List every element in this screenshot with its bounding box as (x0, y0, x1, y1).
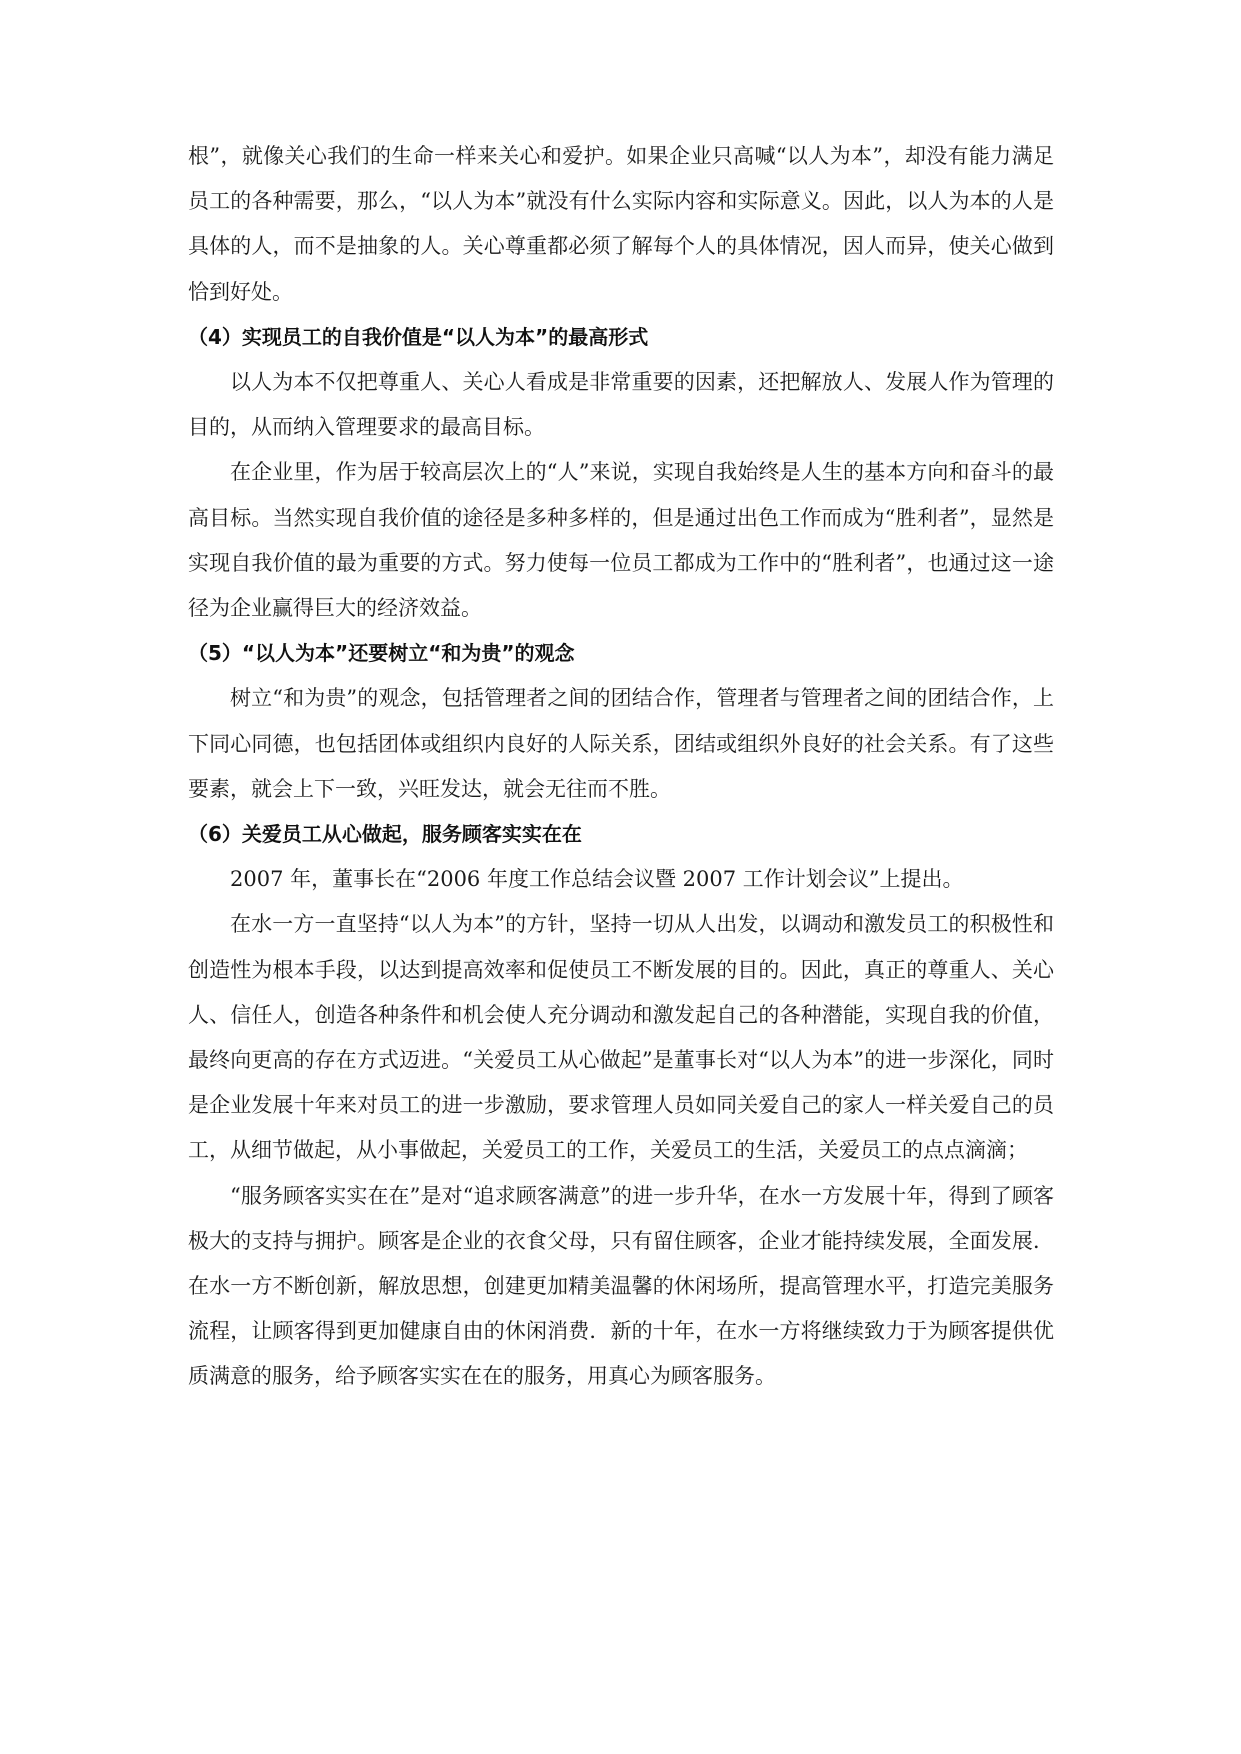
document-body (188, 134, 1054, 1400)
section-heading-6: （6）关爱员工从心做起，服务顾客实实在在 (188, 822, 582, 847)
section-6-paragraph-2: 在水一方一直坚持“以人为本”的方针，坚持一切从人出发，以调动和激发员工的积极性和创造性为根本手段，以达到提高效率和促使员工不断发展的目的。因此，真正的尊重人、关心人、信任人，创造各种条件和机会使人充分调动和激发起自己的各种潜能，实现自我的价值，最终向更高的存在方式迈进。“关爱员工从心做起”是董事长对“以人为本”的进一步深化，同时是企业发展十年来对员工的进一步激励，要求管理人员如同关爱自己的家人一样关爱自己的员工，从细节做起，从小事做起，关爱员工的工作，关爱员工的生活，关爱员工的点点滴滴； (188, 912, 1054, 1163)
section-5-paragraph-1: 树立“和为贵”的观念，包括管理者之间的团结合作，管理者与管理者之间的团结合作，上下同心同德，也包括团体或组织内良好的人际关系，团结或组织外良好的社会关系。有了这些要素，就会上下一致，兴旺发达，就会无往而不胜。 (188, 686, 1054, 801)
section-6-paragraph-1: 2007 年，董事长在“2006 年度工作总结会议暨 2007 工作计划会议”上提出。 (230, 867, 964, 892)
section-4-paragraph-2: 在企业里，作为居于较高层次上的“人”来说，实现自我始终是人生的基本方向和奋斗的最高目标。当然实现自我价值的途径是多种多样的，但是通过出色工作而成为“胜利者”，显然是实现自我价值的最为重要的方式。努力使每一位员工都成为工作中的“胜利者”，也通过这一途径为企业赢得巨大的经济效益。 (188, 460, 1054, 621)
section-4-paragraph-1: 以人为本不仅把尊重人、关心人看成是非常重要的因素，还把解放人、发展人作为管理的目的，从而纳入管理要求的最高目标。 (188, 370, 1054, 440)
section-heading-4: （4）实现员工的自我价值是“以人为本”的最高形式 (188, 324, 649, 349)
paragraph-continuation: 根”，就像关心我们的生命一样来关心和爱护。如果企业只高喊“以人为本”，却没有能力满足员工的各种需要，那么，“以人为本”就没有什么实际内容和实际意义。因此，以人为本的人是具体的人，而不是抽象的人。关心尊重都必须了解每个人的具体情况，因人而异，使关心做到恰到好处。 (188, 144, 1054, 304)
section-heading-5: （5）“以人为本”还要树立“和为贵”的观念 (188, 641, 575, 666)
section-6-paragraph-3: “服务顾客实实在在”是对“追求顾客满意”的进一步升华，在水一方发展十年，得到了顾客极大的支持与拥护。顾客是企业的衣食父母，只有留住顾客，企业才能持续发展，全面发展．在水一方不断创新，解放思想，创建更加精美温馨的休闲场所，提高管理水平，打造完美服务流程，让顾客得到更加健康自由的休闲消费．新的十年，在水一方将继续致力于为顾客提供优质满意的服务，给予顾客实实在在的服务，用真心为顾客服务。 (188, 1183, 1054, 1389)
